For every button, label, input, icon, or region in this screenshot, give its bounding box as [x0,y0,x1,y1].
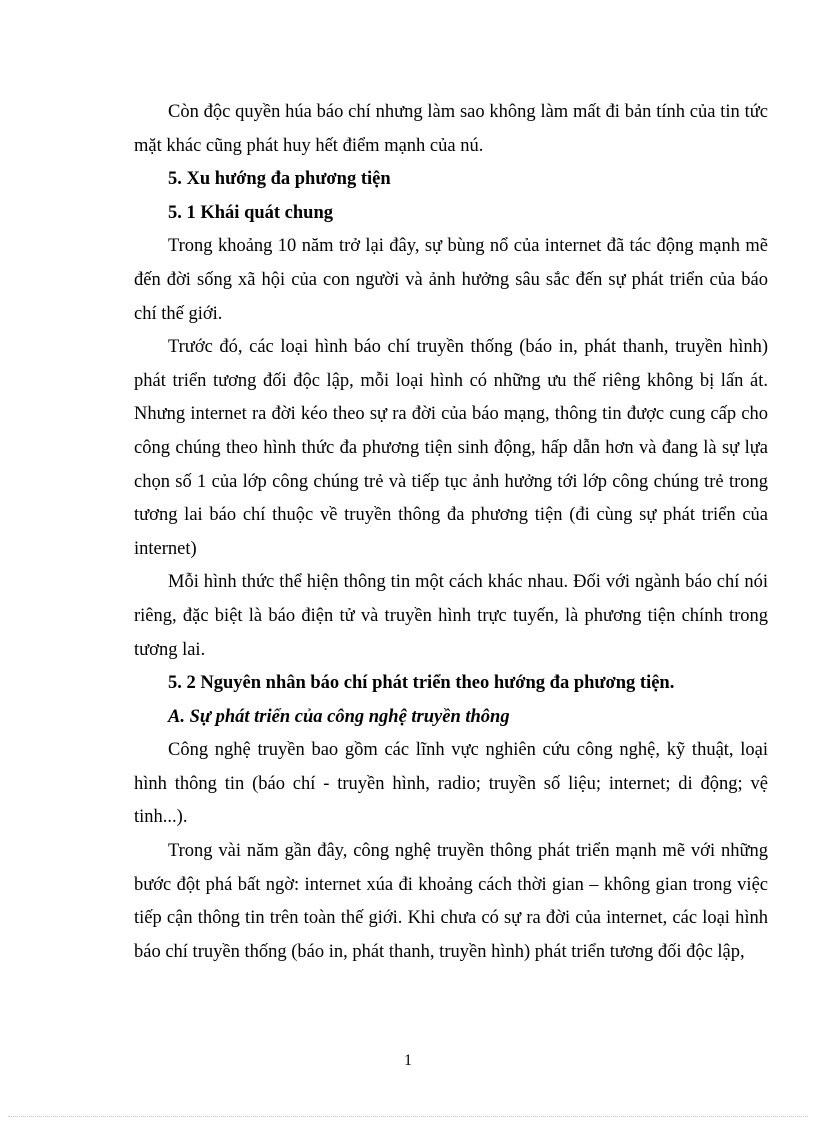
paragraph: Còn độc quyền húa báo chí nhưng làm sao không làm mất đi bản tính của tin tức mặt khác cũng phát huy hết điểm mạnh của nú. [134,102,768,156]
page-bottom-divider [8,1116,808,1117]
subsection-heading: 5. 1 Khái quát chung [168,202,334,223]
page-number: 1 [404,1052,412,1069]
section-heading: 5. Xu hướng đa phương tiện [168,169,391,190]
document-body [134,96,768,969]
subsection-heading: 5. 2 Nguyên nhân báo chí phát triển theo hướng đa phương tiện. [168,673,675,694]
paragraph: Mỗi hình thức thể hiện thông tin một cách khác nhau. Đối với ngành báo chí nói riêng, đặc biệt là báo điện tử và truyền hình trực tuyến, là phương tiện chính trong tương lai. [134,572,768,660]
paragraph: Công nghệ truyền bao gồm các lĩnh vực nghiên cứu công nghệ, kỹ thuật, loại hình thông tin (báo chí - truyền hình, radio; truyền số liệu; internet; di động; vệ tinh...). [134,740,768,828]
paragraph: Trong vài năm gần đây, công nghệ truyền thông phát triển mạnh mẽ với những bước đột phá bất ngờ: internet xúa đi khoảng cách thời gian – không gian trong việc tiếp cận thông tin trên toàn thế giới. Khi chưa có sự ra đời của internet, các loại hình báo chí truyền thống (báo in, phát thanh, truyền hình) phát triển tương đối độc lập, [134,841,768,962]
paragraph: Trong khoảng 10 năm trở lại đây, sự bùng nổ của internet đã tác động mạnh mẽ đến đời sống xã hội của con người và ảnh hưởng sâu sắc đến sự phát triển của báo chí thế giới. [134,236,768,324]
paragraph: Trước đó, các loại hình báo chí truyền thống (báo in, phát thanh, truyền hình) phát triển tương đối độc lập, mỗi loại hình có những ưu thế riêng không bị lấn át. Nhưng internet ra đời kéo theo sự ra đời của báo mạng, thông tin được cung cấp cho công chúng theo hình thức đa phương tiện sinh động, hấp dẫn hơn và đang là sự lựa chọn số 1 của lớp công chúng trẻ và tiếp tục ảnh hưởng tới lớp công chúng trẻ trong tương lai báo chí thuộc về truyền thông đa phương tiện (đi cùng sự phát triển của internet) [134,337,768,559]
italic-subheading: A. Sự phát triển của công nghệ truyền thông [168,706,510,727]
